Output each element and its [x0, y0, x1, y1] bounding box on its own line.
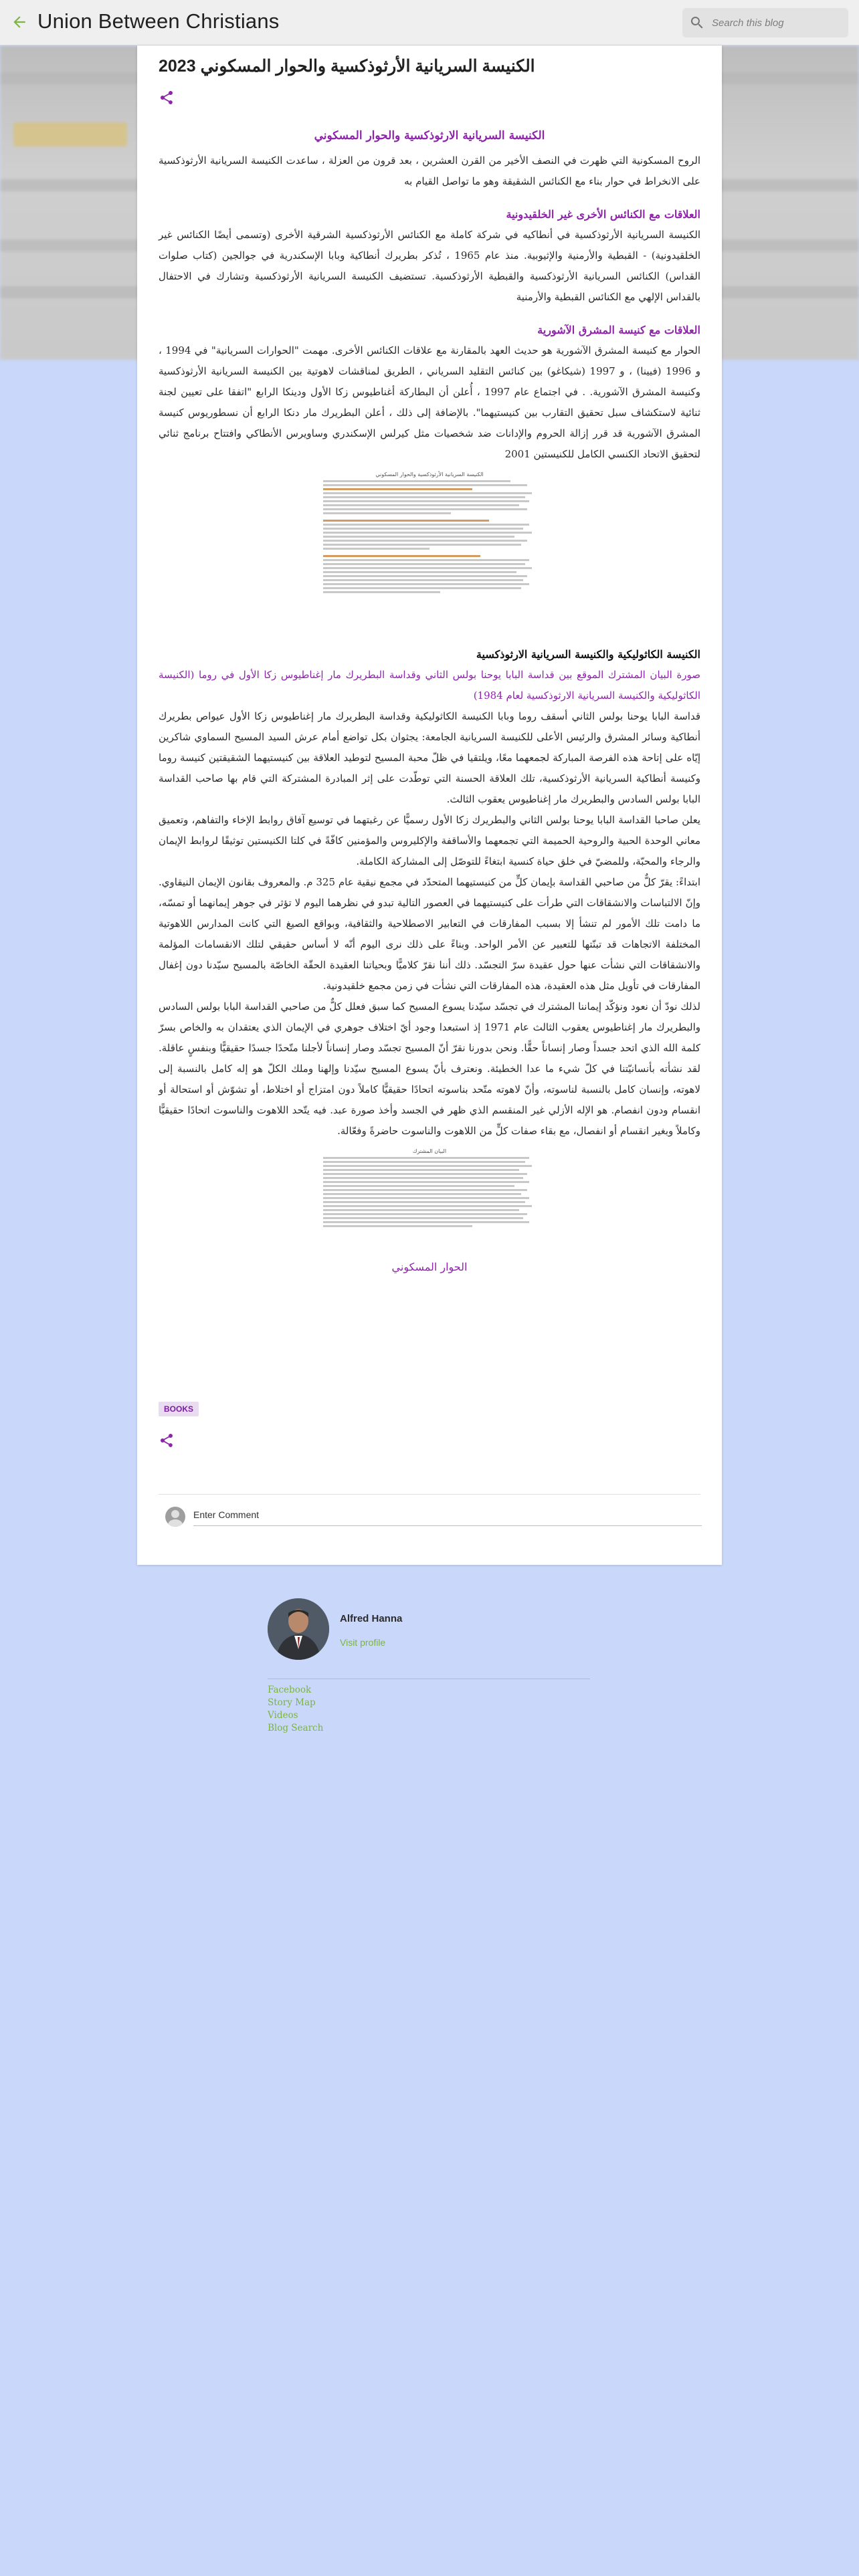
section-paragraph: الحوار مع كنيسة المشرق الآشورية هو حديث العهد بالمقارنة مع علاقات الكنائس الأخرى. مهمت "الحوارات السريانية" في 1994 ، و 1996 (فيينا) ، و 1997 (شيكاغو) بين كنائس التقليد السرياني ، الطريق لمناقشات لاهوتية بين الكنيسة السريانية الأرثوذكسية وكنيسة المشرق الآشورية. . في اجتماع عام 1997 ، أُعلن أن البطاركة أغناطيوس زكا الأول ودينكا الرابع "اتفقا على تعيين لجنة ثنائية لاستكشاف سبل تحقيق التقارب بين كنيستيهما". بالإضافة إلى ذلك ، أعلن البطريرك مار دنكا الرابع أن نسطوريوس كنيسة المشرق الآشورية قد قرر إزالة الحروم والإدانات ضد شخصيات مثل كيرلس الإسكندري وساويرس الأنطاكي وافتتاح برنامج ثنائي لتحقيق الاتحاد الكنسي الكامل للكنيستين 2001	[159, 344, 701, 460]
section-heading: العلاقات مع الكنائس الأخرى غير الخلقيدونية	[506, 208, 700, 221]
back-arrow-icon[interactable]	[11, 13, 28, 31]
divider	[159, 1494, 700, 1495]
search-input[interactable]	[712, 13, 843, 32]
post-title: الكنيسة السريانية الأرثوذكسية والحوار المسكوني 2023	[159, 57, 535, 76]
section-paragraph: الكنيسة السريانية الأرثوذكسية في أنطاكيه في شركة كاملة مع الكنائس الأرثوذكسية الشرقية الأخرى (وتسمى أيضًا الكنائس غير الخلقيدونية) - القبطية والأرمنية والإثيوبية. منذ عام 1965 ، تُذكر بطريرك أنطاكية وبابا الإسكندرية في جوالجين (كتاب صلوات القداس) الكنائس السريانية الأرثوذكسية والقبطية الأرثوذكسية. تستضيف الكنيسة السريانية الأرثوذكسية وتشارك في الاحتفال بالقداس الإلهي مع الكنائس القبطية والأرمنية	[159, 229, 700, 303]
profile-avatar[interactable]	[268, 1598, 329, 1660]
document-image-title: الكنيسة السريانية الأرثوذكسية والحوار المسكوني	[375, 471, 484, 477]
body-paragraph: يعلن صاحبا القداسة البابا يوحنا بولس الثاني والبطريرك زكا الأول رسميًّا عن رغبتهما في توسيع آفاق روابط الإخاء والتفاهم، وتعميق معاني الوحدة الحبية والروحية الحميمة التي تجمعهما والأساقفة والإكليروس والمؤمنين كافّةً في كلتا الكنيستين توثيقًا لروابط الإيمان والرجاء والمحبّة، وللمضيّ في خلق حياة كنسية ابتغاءً للتوصّل إلى المشاركة الكاملة.	[159, 814, 700, 867]
visit-profile-link[interactable]: Visit profile	[340, 1637, 386, 1648]
label-chip[interactable]: BOOKS	[159, 1402, 199, 1416]
profile-name[interactable]: Alfred Hanna	[340, 1613, 403, 1624]
blog-search-link[interactable]: Blog Search	[268, 1723, 324, 1733]
share-icon[interactable]	[159, 1432, 175, 1448]
document-image[interactable]	[323, 1146, 536, 1253]
body-paragraph: ابتداءً: يقرّ كلٌّ من صاحبي القداسة بإيمان كلٍّ من كنيستيهما المتحدّد في مجمع نيقية عام 325 م. والمعروف بقانون الإيمان النيقاوي. وإنّ الالتباسات والانشقاقات التي طرأت على كنيستيهما في العصور التالية تبدو في نظرهما اليوم لا تؤثر في جوهر إيمانهما أو تمسّه، ما دامت تلك الأمور لم تنشأ إلا بسبب المفارقات في التعابير الاصطلاحية والثقافية، وبواقع الصيغ التي كانت المدارس اللاهوتية المختلفة الاتجاهات قد تبنّتها للتعبير عن الأمر الواحد. وبناءً على ذلك نرى اليوم أنّه لا أساس حقيقي لتلك الانقسامات المؤلمة والانشقاقات التي نشأت عنها حول عقيدة سرّ التجسّد. ذلك أننا نقرّ كلاميًّا وبحياتنا العقيدة الحقّة الخاصّة بالمسيح سيّدنا دون إغفال المفارقات في تأويل مثل هذه العقيدة، هذه المفارقات التي نشأت في زمن مجمع خلقيدونية.	[159, 876, 701, 992]
article-heading: الكنيسة السريانية الارثوذكسية والحوار المسكوني	[314, 129, 545, 142]
intro-paragraph: الروح المسكونية التي ظهرت في النصف الأخير من القرن العشرين ، بعد قرون من العزلة ، ساعدت الكنيسة السريانية الأرثوذكسية على الانخراط في حوار بناء مع الكنائس الشقيقة وهو ما تواصل القيام به	[159, 154, 701, 187]
profile-section	[268, 1598, 602, 1759]
footer-links	[268, 1684, 323, 1735]
joint-statement-link[interactable]: صورة البيان المشترك الموقع بين قداسة البابا يوحنا بولس الثاني وقداسة البطريرك مار إغناطيوس زكا الأول في روما (الكنيسة الكاثوليكية والكنيسة السريانية الارثوذكسية لعام 1984)	[159, 669, 700, 702]
share-icon[interactable]	[159, 90, 175, 106]
blog-title[interactable]: Union Between Christians	[37, 9, 280, 33]
document-image-title: البيان المشترك	[412, 1148, 447, 1154]
section-heading: العلاقات مع كنيسة المشرق الآشورية	[537, 324, 700, 336]
search-icon[interactable]	[689, 15, 705, 31]
document-image[interactable]	[323, 469, 536, 641]
search-box[interactable]	[682, 8, 848, 37]
videos-link[interactable]: Videos	[268, 1710, 298, 1721]
body-paragraph: قداسة البابا يوحنا بولس الثاني أسقف روما وبابا الكنيسة الكاثوليكية وقداسة البطريرك مار إغناطيوس زكا الأول عيواص بطريرك أنطاكية وسائر المشرق والرئيس الأعلى للكنيسة السريانية الجامعة: يجثوان بكل تواضع أمام عرش السيد المسيح السماوي شاكرين إيّاه على إتاحة هذه الفرصة المباركة لجمعهما معًا، ويلتقيا في ظلّ محبة المسيح لتوطيد العلاقة بين كنيستيهما الشقيقتين كنيسة روما وكنيسة أنطاكية السريانية الأرثوذكسية، تلك العلاقة الحسنة التي توطّدت على إثر المبادرة المشتركة التي قام بها صاحب القداسة البابا بولس السادس والبطريرك مار إغناطيوس يعقوب الثالث.	[159, 710, 701, 805]
ecumenical-dialogue-link[interactable]: الحوار المسكوني	[391, 1261, 468, 1273]
avatar	[165, 1507, 185, 1527]
comment-box[interactable]	[165, 1505, 700, 1529]
top-app-bar	[0, 0, 859, 45]
post-body	[159, 126, 700, 1277]
story-map-link[interactable]: Story Map	[268, 1697, 316, 1708]
comment-input[interactable]: Enter Comment	[193, 1509, 260, 1520]
body-paragraph: لذلك نودّ أن نعود ونؤكّد إيماننا المشترك في تجسّد سيّدنا يسوع المسيح كما سبق فعلل كلٌّ من صاحبي القداسة البابا بولس السادس والبطريرك مار إغناطيوس يعقوب الثالث عام 1971 إذ استبعدا وجود أيّ اختلاف جوهري في الإيمان الذي يعتقدان به والخاص بسرّ كلمة الله الذي اتحد جسداً وصار إنساناً حقًّا. ونحن بدورنا نقرّ أنّ المسيح تجسّد وصار إنساناً لأجلنا متّحدًا جسدًا حقيقيًّا وبنفسٍ عاقلة. لقد نشأته بأنسانيّتنا في كلّ شيء ما عدا الخطيئة. ونعترف بأنّ يسوع المسيح سيّدنا وإلهنا وملك الكلّ هو إله كامل بالنسبة إلى لاهوته، وإنسان كامل بالنسبة لناسوته، وأنّ لاهوته متّحد بناسوته اتحادًا حقيقيًّا كاملاً دون امتزاج أو اختلاط، أو تشوّش أو استحالة أو انقسام ودون انفصام. هو الإله الأزلي غير المنقسم الذي ظهر في الجسد وأخذ صورة عبد. فيه يتّحد اللاهوت والناسوت اتحادًا حقيقيًّا وكاملاً وبغير انقسام أو انفصال، مع بقاء صفات كلٍّ من اللاهوت والناسوت حاضرةً وفعّالة.	[159, 1000, 700, 1137]
facebook-link[interactable]: Facebook	[268, 1685, 312, 1695]
section-heading: الكنيسة الكاثوليكية والكنيسة السريانية الارثوذكسية	[476, 648, 700, 661]
post-card	[137, 45, 722, 1565]
